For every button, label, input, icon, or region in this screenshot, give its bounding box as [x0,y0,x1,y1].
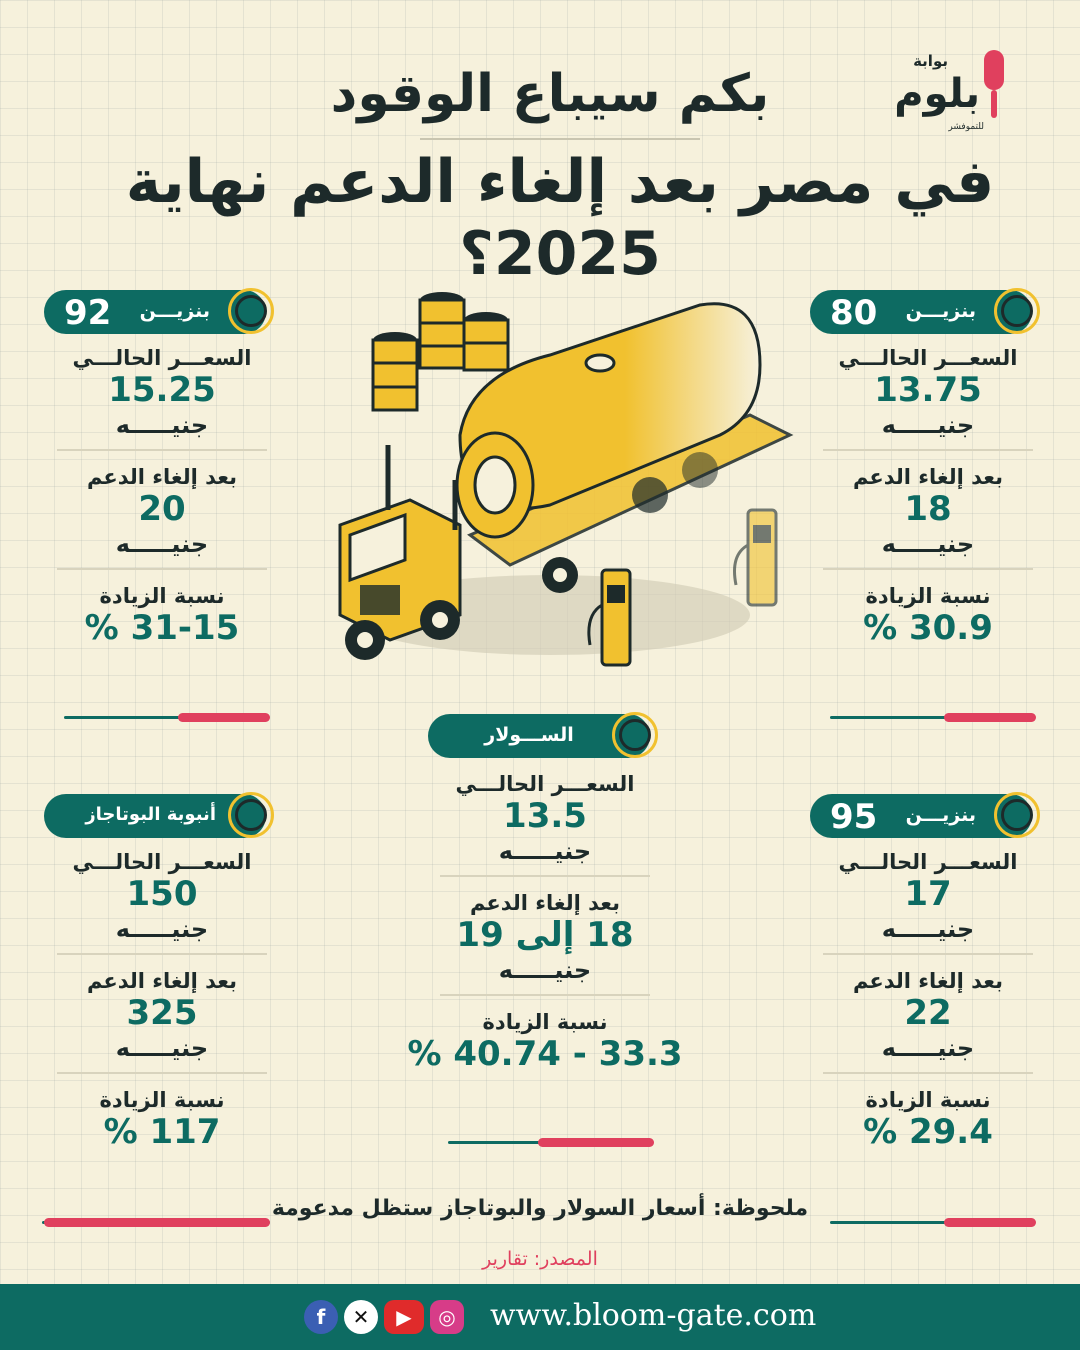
current-price-label: السعـــر الحالـــي [455,772,635,796]
source-text: المصدر: تقارير [482,1248,598,1270]
ring-icon [612,712,658,758]
barrel-icon [420,292,464,368]
after-label: بعد إلغاء الدعم [852,464,1004,489]
header-butane-cylinder [44,794,266,838]
card-butane-cylinder [52,850,272,1152]
header-label: بنزيـــن [139,300,210,322]
unit-label: جنيـــــه [115,914,209,943]
octane-number: 95 [830,797,878,837]
increase-value: % 30.9 [863,607,993,648]
logo-word: بلوم [894,71,980,117]
x-icon[interactable]: ✕ [344,1300,378,1334]
unit-label: جنيـــــه [881,410,975,439]
unit-label: جنيـــــه [115,1033,209,1062]
divider [440,875,650,877]
header-benzine-95 [810,794,1032,838]
unit-label: جنيـــــه [881,1033,975,1062]
octane-number: 92 [64,293,112,333]
after-value: 20 [138,488,186,529]
current-price-label: السعـــر الحالـــي [72,346,252,370]
divider [57,568,267,570]
divider [823,1072,1033,1074]
progress-bar [830,1218,1036,1226]
card-diesel [395,772,695,1074]
increase-value: % 40.74 - 33.3 [407,1033,683,1074]
increase-value: % 29.4 [863,1111,993,1152]
facebook-icon[interactable]: f [304,1300,338,1334]
increase-label: نسبة الزيادة [865,1087,991,1112]
ring-icon [994,288,1040,334]
header-label: بنزيـــن [905,804,976,826]
page-title: بكم سيباع الوقود [330,64,770,124]
current-price-value: 13.75 [874,370,982,410]
after-value: 18 إلى 19 [456,914,634,955]
increase-label: نسبة الزيادة [865,583,991,608]
unit-label: جنيـــــه [498,836,592,865]
increase-label: نسبة الزيادة [482,1009,608,1034]
header-label: أنبوبة البوتاجاز [85,804,216,825]
header-diesel [428,714,650,758]
divider [440,994,650,996]
unit-label: جنيـــــه [498,955,592,984]
card-benzine-95 [818,850,1038,1152]
after-value: 22 [904,992,952,1033]
divider [823,568,1033,570]
after-label: بعد إلغاء الدعم [86,968,238,993]
after-value: 325 [126,992,198,1033]
fuel-tanker-illustration [320,285,800,695]
title-divider [420,138,700,140]
logo-sub-text: للتموفشر [948,122,984,132]
barrel-icon [373,332,417,410]
fuel-pump-icon [735,510,777,605]
increase-label: نسبة الزيادة [99,583,225,608]
current-price-value: 13.5 [503,796,587,836]
progress-bar [42,1218,270,1226]
ring-icon [994,792,1040,838]
divider [823,449,1033,451]
octane-number: 80 [830,293,878,333]
unit-label: جنيـــــه [115,410,209,439]
current-price-value: 17 [904,874,952,914]
divider [57,1072,267,1074]
after-label: بعد إلغاء الدعم [469,890,621,915]
microphone-icon [984,50,1004,90]
unit-label: جنيـــــه [115,529,209,558]
note-text: ملحوظة: أسعار السولار والبوتاجاز ستظل مدعومة [271,1196,809,1221]
youtube-icon[interactable]: ▶ [384,1300,424,1334]
logo-top-text: بوابة [913,52,948,70]
header-benzine-92 [44,290,266,334]
truck-cab [340,445,460,660]
barrel-icon [464,312,508,370]
progress-bar [64,713,270,721]
header-label: بنزيـــن [905,300,976,322]
page-subtitle: في مصر بعد إلغاء الدعم نهاية 2025؟ [125,147,995,289]
after-value: 18 [904,488,952,529]
progress-bar [830,713,1036,721]
current-price-value: 150 [126,874,198,914]
current-price-label: السعـــر الحالـــي [72,850,252,874]
increase-value: % 31-15 [84,607,240,648]
unit-label: جنيـــــه [881,529,975,558]
card-benzine-80 [818,346,1038,648]
footer-bar [0,1284,1080,1350]
ring-icon [228,288,274,334]
after-label: بعد إلغاء الدعم [852,968,1004,993]
current-price-label: السعـــر الحالـــي [838,850,1018,874]
divider [57,953,267,955]
ring-icon [228,792,274,838]
progress-bar [448,1138,654,1146]
unit-label: جنيـــــه [881,914,975,943]
current-price-label: السعـــر الحالـــي [838,346,1018,370]
after-label: بعد إلغاء الدعم [86,464,238,489]
website-link[interactable]: www.bloom-gate.com [490,1298,817,1333]
card-benzine-92 [52,346,272,648]
instagram-icon[interactable]: ◎ [430,1300,464,1334]
increase-label: نسبة الزيادة [99,1087,225,1112]
header-label: الســـولار [484,724,574,746]
divider [823,953,1033,955]
current-price-value: 15.25 [108,370,216,410]
divider [57,449,267,451]
header-benzine-80 [810,290,1032,334]
increase-value: % 117 [103,1111,221,1152]
